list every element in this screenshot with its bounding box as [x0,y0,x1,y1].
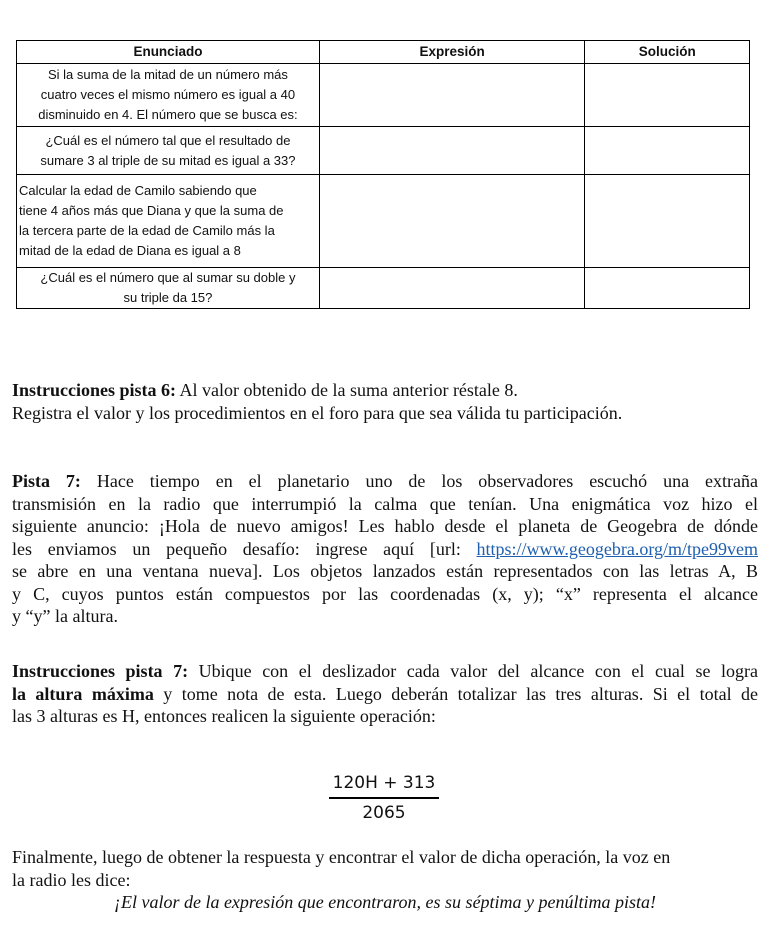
expresion-cell[interactable] [319,175,585,268]
solucion-cell[interactable] [585,175,750,268]
instructions-6-text: Al valor obtenido de la suma anterior réstale 8. [176,380,518,400]
pista-7-line: siguiente anuncio: ¡Hola de nuevo amigos! Les hablo desde el planeta de Geogebra de dónde [12,516,758,536]
enunciado-line: su triple da 15? [123,290,213,305]
formula-fraction [329,773,439,823]
closing-quote: ¡El valor de la expresión que encontraron, es su séptima y penúltima pista! [113,892,657,912]
solucion-cell[interactable] [585,268,750,309]
enunciado-line: Calcular la edad de Camilo sabiendo que [19,183,257,198]
expresion-cell[interactable] [319,64,585,127]
pista-7-line: se abre en una ventana nueva]. Los objetos lanzados están representados con las letras A, B [12,561,758,581]
table-row [17,268,750,309]
exercise-table [16,40,750,309]
enunciado-line: Si la suma de la mitad de un número más [47,67,288,82]
solucion-cell[interactable] [585,127,750,175]
closing-line1: Finalmente, luego de obtener la respuesta y encontrar el valor de dicha operación, la voz en [12,847,671,867]
closing-line2: la radio les dice: [12,869,131,890]
table-header-row [17,41,750,64]
header-solucion: Solución [585,41,750,64]
enunciado-line: cuatro veces el mismo número es igual a 40 [40,87,296,102]
instructions-7-line: las 3 alturas es H, entonces realicen la siguiente operación: [12,706,436,726]
enunciado-line: ¿Cuál es el número tal que el resultado de [45,132,291,148]
enunciado-line: tiene 4 años más que Diana y que la suma de [19,203,284,218]
enunciado-cell [17,175,320,268]
altura-maxima-bold: la altura máxima [12,683,154,704]
expresion-cell[interactable] [319,268,585,309]
instructions-pista-7 [12,660,758,728]
formula-denominator: 2065 [362,802,406,823]
geogebra-link[interactable]: https://www.geogebra.org/m/tpe99vem [476,538,758,559]
header-enunciado: Enunciado [17,41,320,64]
enunciado-line: disminuido en 4. El número que se busca es: [38,107,298,122]
pista-7 [12,470,758,628]
table-row [17,175,750,268]
closing-paragraph [12,846,758,891]
instructions-pista-6 [12,379,758,424]
pista-7-line: y “y” la altura. [12,606,118,626]
enunciado-line: sumare 3 al triple de su mitad es igual a 33? [40,152,296,168]
enunciado-line: la tercera parte de la edad de Camilo más la [19,223,275,238]
solucion-cell[interactable] [585,64,750,127]
enunciado-cell [17,127,320,175]
instructions-7-label: Instrucciones pista 7: [12,661,189,681]
enunciado-cell [17,64,320,127]
instructions-6-line2: Registra el valor y los procedimientos en el foro para que sea válida tu participación. [12,402,623,423]
instructions-6-label: Instrucciones pista 6: [12,380,177,400]
header-expresion: Expresión [319,41,585,64]
pista-7-line: Pista 7: Hace tiempo en el planetario uno de los observadores escuchó una extraña [12,471,758,491]
expresion-cell[interactable] [319,127,585,175]
pista-7-label: Pista 7: [12,471,81,491]
enunciado-cell [17,268,320,309]
enunciado-line: mitad de la edad de Diana es igual a 8 [19,243,241,258]
table-row [17,64,750,127]
enunciado-line: ¿Cuál es el número que al sumar su doble y [40,270,296,285]
table-row [17,127,750,175]
pista-7-line: y C, cuyos puntos están compuestos por las coordenadas (x, y); “x” representa el alcance [12,583,758,604]
pista-7-line: transmisión en la radio que interrumpió la calma que tenían. Una enigmática voz hizo el [12,493,758,514]
instructions-7-line: la altura máxima y tome nota de esta. Luego deberán totalizar las tres alturas. Si el total de [12,683,758,704]
formula-numerator: 120H + 313 [332,773,436,793]
pista-7-line: les enviamos un pequeño desafío: ingrese aquí [url: https://www.geogebra.org/m/tpe99vem [12,538,758,559]
instructions-7-line: Instrucciones pista 7: Ubique con el deslizador cada valor del alcance con el cual se logra [12,661,758,681]
